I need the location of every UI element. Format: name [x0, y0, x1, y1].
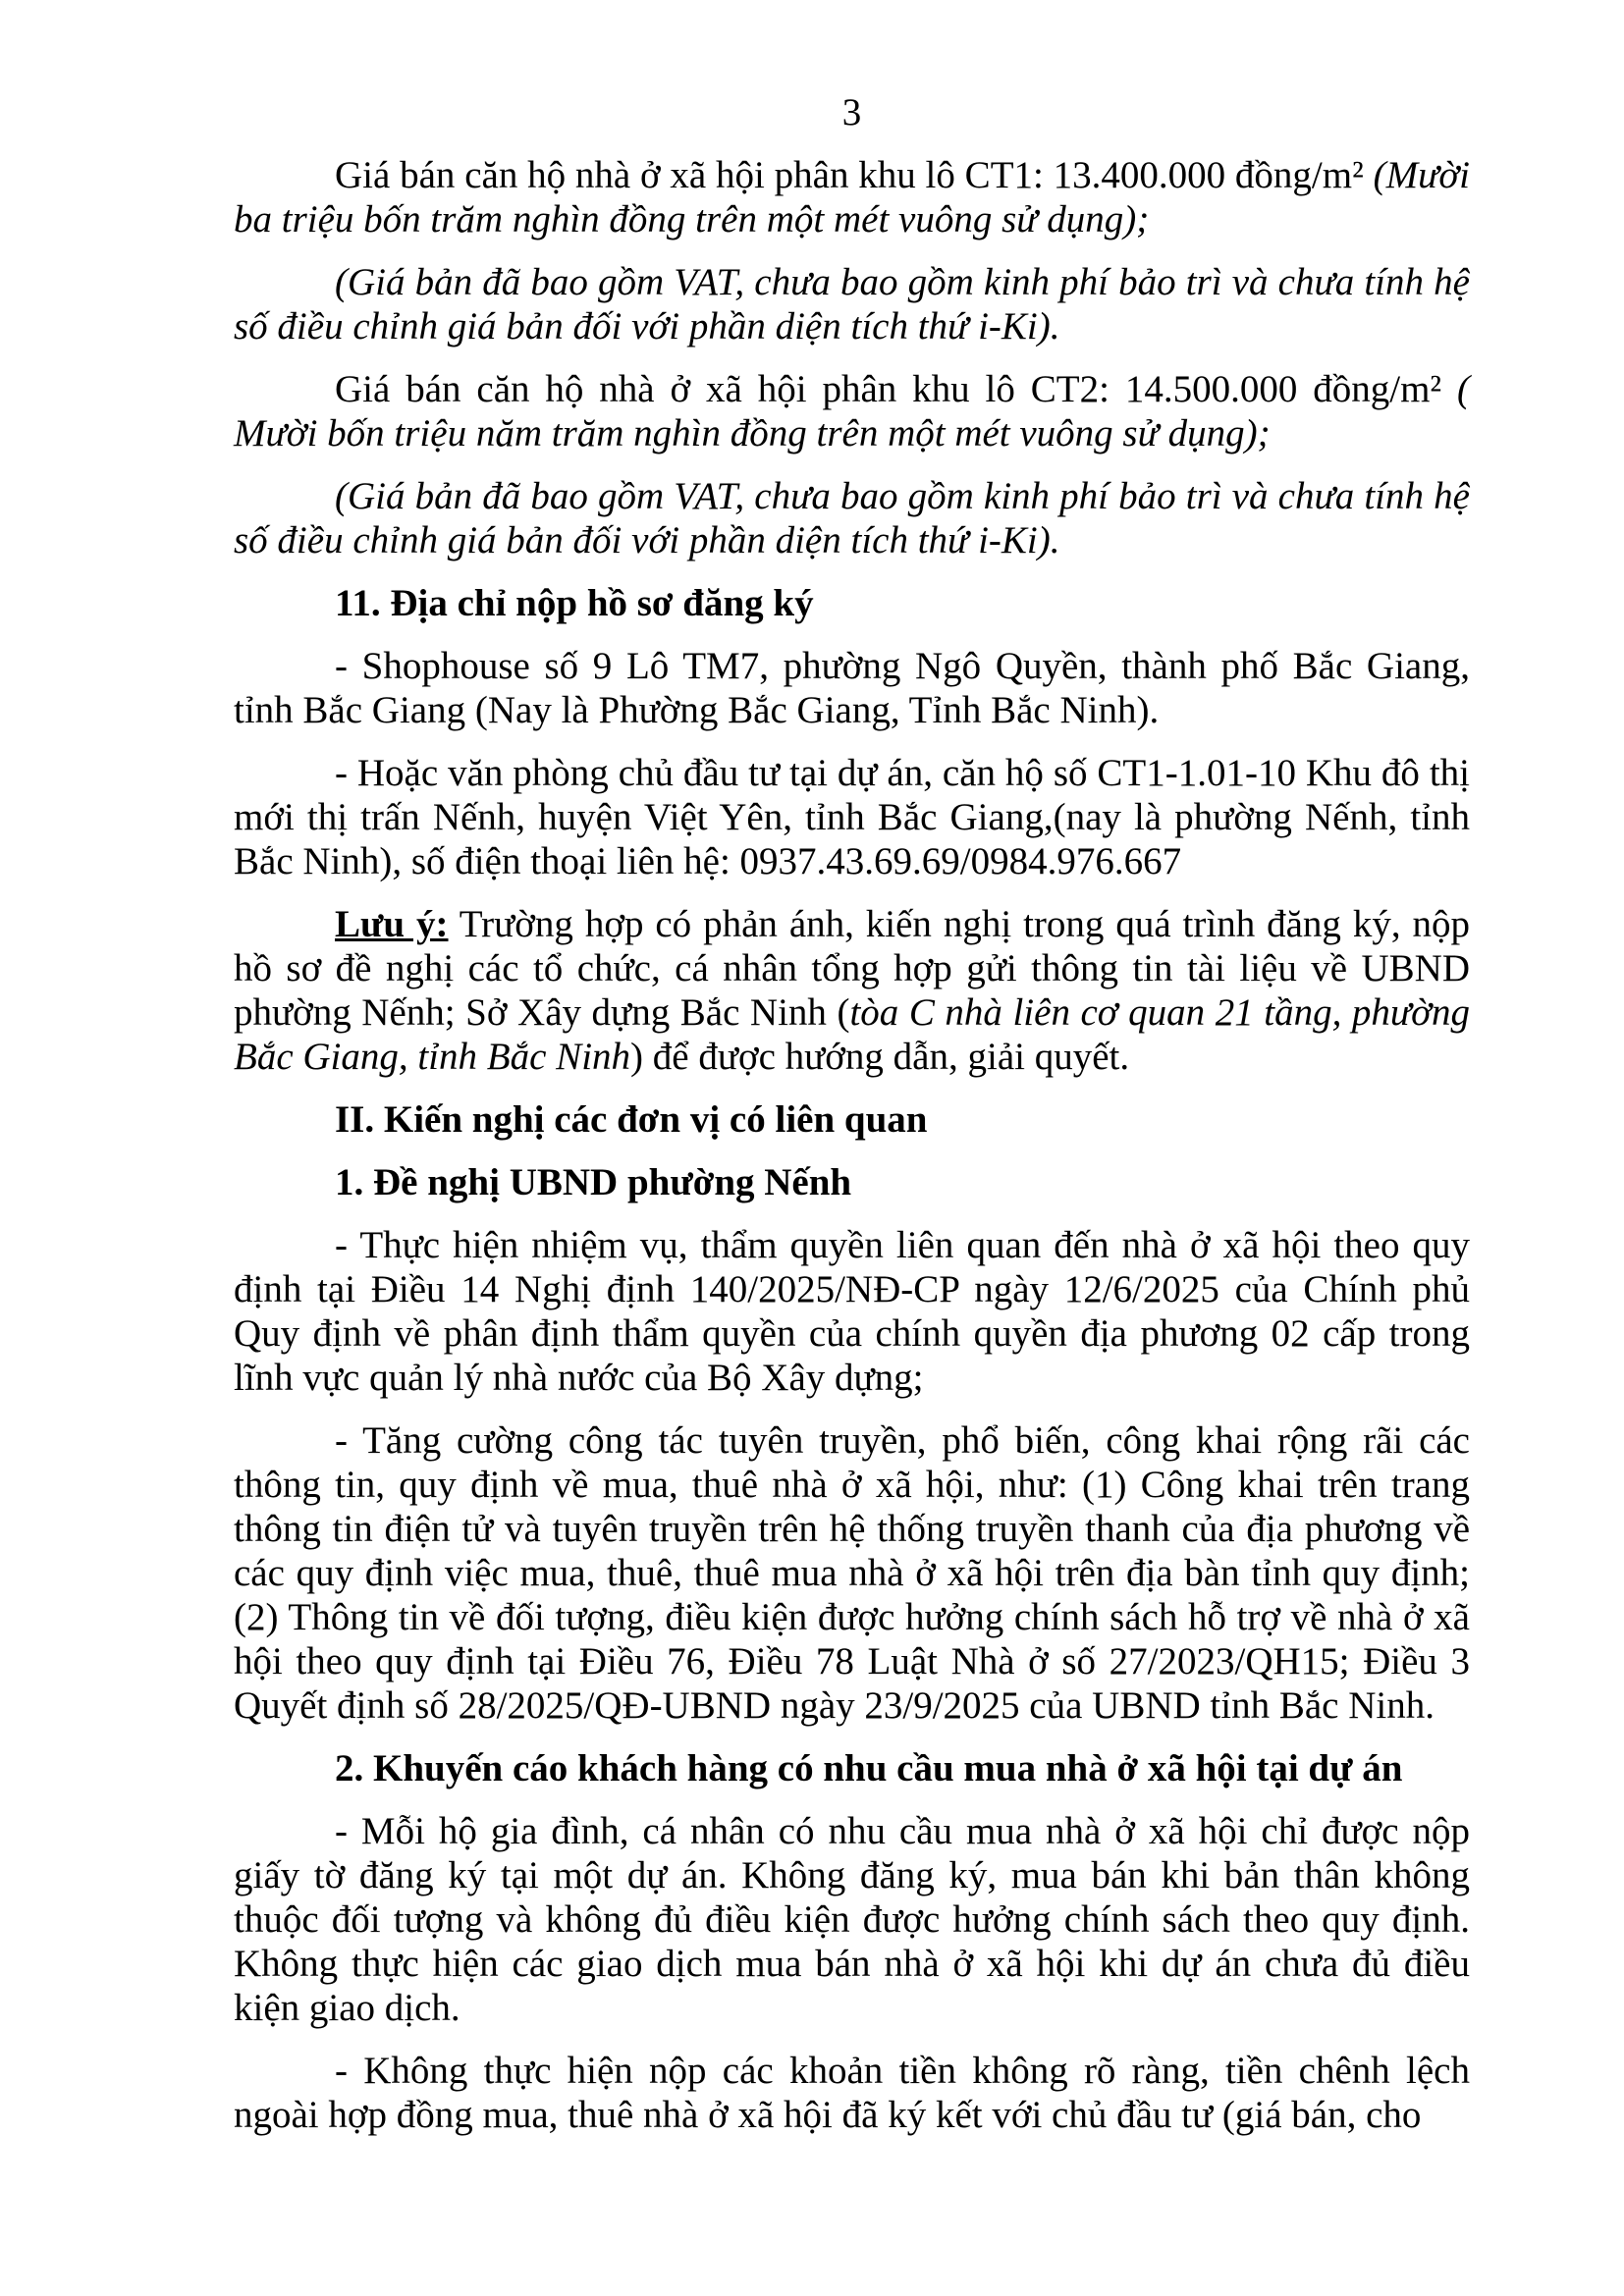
text-run: Giá bán căn hộ nhà ở xã hội phân khu lô CT1: 13.400.000 đồng/m²	[335, 154, 1374, 196]
text-run: tòa C nhà liên cơ quan 21 tầng, phường Bắc Giang, tỉnh Bắc Ninh	[234, 991, 1470, 1078]
text-run: - Mỗi hộ gia đình, cá nhân có nhu cầu mua nhà ở xã hội chỉ được nộp giấy tờ đăng ký tại một dự án. Không đăng ký, mua bán khi bản thân không thuộc đối tượng và không đủ điều kiện được hưởng chính sách theo quy định. Không thực hiện các giao dịch mua bán nhà ở xã hội khi dự án chưa đủ điều kiện giao dịch.	[234, 1810, 1470, 2029]
heading-subsection-1	[234, 1160, 1470, 1204]
para-advice-payment	[234, 2049, 1470, 2137]
heading-text: 2. Khuyến cáo khách hàng có nhu cầu mua nhà ở xã hội tại dự án	[335, 1747, 1403, 1789]
page-number: 3	[841, 91, 862, 133]
para-price-note-ct1	[234, 260, 1470, 348]
text-run: - Thực hiện nhiệm vụ, thẩm quyền liên quan đến nhà ở xã hội theo quy định tại Điều 14 Nghị định 140/2025/NĐ-CP ngày 12/6/2025 của Chính phủ Quy định về phân định thẩm quyền của chính quyền địa phương 02 cấp trong lĩnh vực quản lý nhà nước của Bộ Xây dựng;	[234, 1224, 1470, 1399]
text-run: (Giá bản đã bao gồm VAT, chưa bao gồm kinh phí bảo trì và chưa tính hệ số điều chỉnh giá bản đối với phần diện tích thứ i-Ki).	[234, 475, 1470, 561]
para-price-note-ct2	[234, 474, 1470, 562]
text-run: ) để được hướng dẫn, giải quyết.	[630, 1036, 1130, 1078]
text-run: ( Mười bốn triệu năm trăm nghìn đồng trên một mét vuông sử dụng);	[234, 368, 1470, 454]
text-run: (Mười ba triệu bốn trăm nghìn đồng trên một mét vuông sử dụng);	[234, 154, 1470, 240]
para-propaganda	[234, 1418, 1470, 1728]
text-run: (Giá bản đã bao gồm VAT, chưa bao gồm kinh phí bảo trì và chưa tính hệ số điều chỉnh giá bản đối với phần diện tích thứ i-Ki).	[234, 261, 1470, 347]
heading-text: II. Kiến nghị các đơn vị có liên quan	[335, 1098, 928, 1141]
heading-subsection-2	[234, 1746, 1470, 1790]
text-run: Giá bán căn hộ nhà ở xã hội phân khu lô CT2: 14.500.000 đồng/m²	[335, 368, 1457, 410]
para-address-shophouse	[234, 644, 1470, 732]
para-task-authority	[234, 1223, 1470, 1400]
para-note	[234, 902, 1470, 1079]
text-run: - Hoặc văn phòng chủ đầu tư tại dự án, căn hộ số CT1-1.01-10 Khu đô thị mới thị trấn Nếnh, huyện Việt Yên, tỉnh Bắc Giang,(nay là phường Nếnh, tỉnh Bắc Ninh), số điện thoại liên hệ: 0937.43.69.69/0984.976.667	[234, 752, 1470, 882]
heading-text: 1. Đề nghị UBND phường Nếnh	[335, 1161, 852, 1203]
text-run: - Không thực hiện nộp các khoản tiền không rõ ràng, tiền chênh lệch ngoài hợp đồng mua, thuê nhà ở xã hội đã ký kết với chủ đầu tư (giá bán, cho	[234, 2050, 1470, 2136]
text-run: Trường hợp có phản ánh, kiến nghị trong quá trình đăng ký, nộp hồ sơ đề nghị các tổ chức, cá nhân tổng hợp gửi thông tin tài liệu về UBND phường Nếnh; Sở Xây dựng Bắc Ninh (	[234, 903, 1471, 1034]
text-run: - Shophouse số 9 Lô TM7, phường Ngô Quyền, thành phố Bắc Giang, tỉnh Bắc Giang (Nay là Phường Bắc Giang, Tỉnh Bắc Ninh).	[234, 645, 1470, 731]
heading-section-ii	[234, 1097, 1470, 1142]
para-advice-registration	[234, 1809, 1470, 2030]
para-price-ct1	[234, 153, 1470, 241]
note-label: Lưu ý:	[335, 903, 449, 945]
para-price-ct2	[234, 367, 1470, 455]
text-run: - Tăng cường công tác tuyên truyền, phổ biến, công khai rộng rãi các thông tin, quy định về mua, thuê nhà ở xã hội, như: (1) Công khai trên trang thông tin điện tử và tuyên truyền trên hệ thống truyền thanh của địa phương về các quy định việc mua, thuê, thuê mua nhà ở xã hội trên địa bàn tỉnh quy định; (2) Thông tin về đối tượng, điều kiện được hưởng chính sách hỗ trợ về nhà ở xã hội theo quy định tại Điều 76, Điều 78 Luật Nhà ở số 27/2023/QH15; Điều 3 Quyết định số 28/2025/QĐ-UBND ngày 23/9/2025 của UBND tỉnh Bắc Ninh.	[234, 1419, 1470, 1727]
heading-text: 11. Địa chỉ nộp hồ sơ đăng ký	[335, 582, 814, 624]
para-address-office	[234, 751, 1470, 883]
heading-section-11	[234, 581, 1470, 625]
